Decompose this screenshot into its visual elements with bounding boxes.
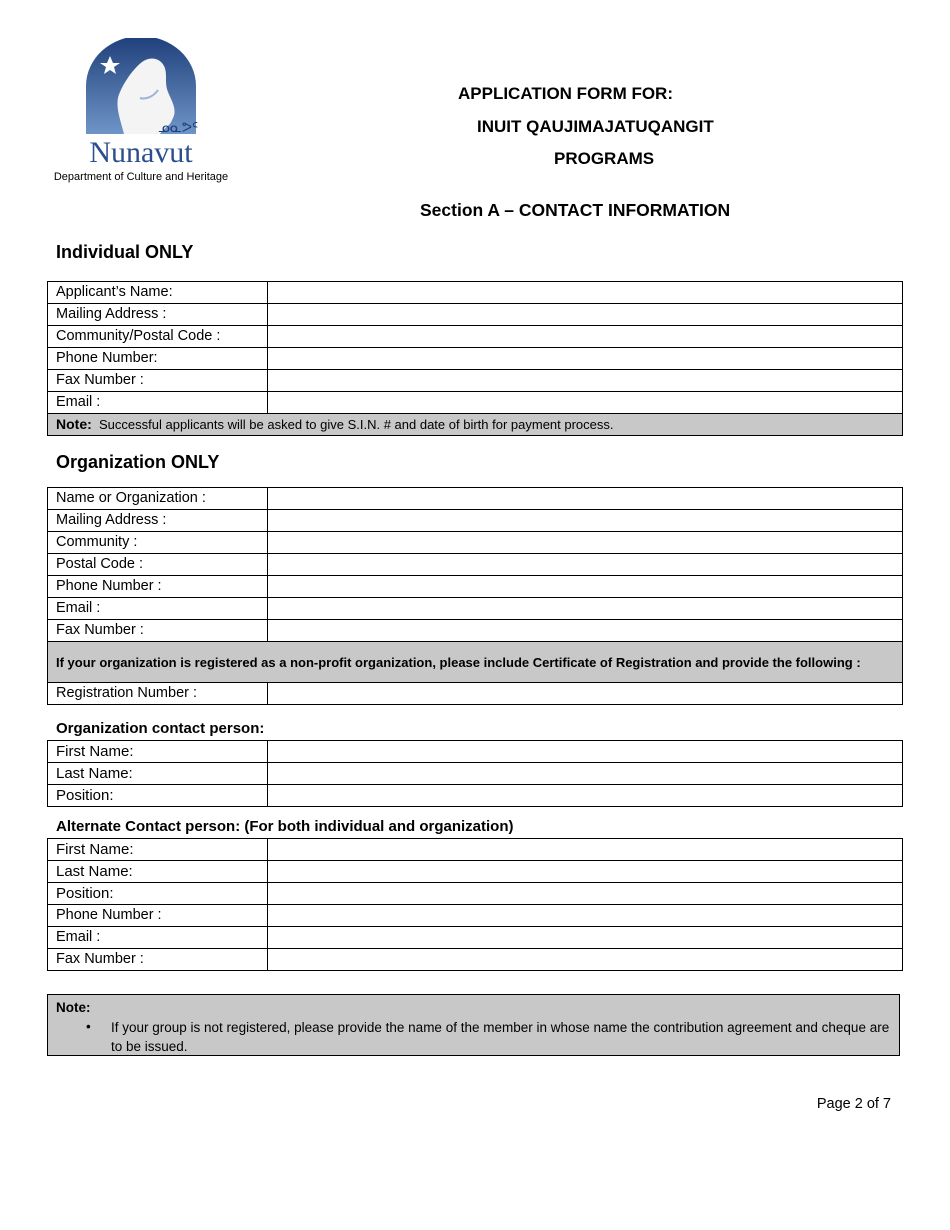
field-label: Postal Code : — [48, 554, 268, 576]
individual-heading: Individual ONLY — [56, 242, 194, 262]
nonprofit-note-row — [48, 642, 903, 683]
field-label: Community : — [48, 532, 268, 554]
note-label: Note: — [56, 1000, 91, 1015]
contact-position-input[interactable] — [268, 785, 903, 807]
table-row — [48, 488, 903, 510]
mailing-address-input[interactable] — [268, 304, 903, 326]
field-label: First Name: — [48, 741, 268, 763]
svg-text:Nunavut: Nunavut — [89, 136, 193, 168]
nonprofit-note: If your organization is registered as a non-profit organization, please include Certificate of Registration and provide the following : — [48, 642, 903, 683]
nunavut-logo — [48, 38, 234, 188]
field-label: Phone Number : — [48, 576, 268, 598]
organization-name-input[interactable] — [268, 488, 903, 510]
org-contact-heading: Organization contact person: — [56, 720, 265, 737]
applicant-name-input[interactable] — [268, 282, 903, 304]
organization-heading: Organization ONLY — [56, 452, 220, 472]
section-title: Section A – CONTACT INFORMATION — [420, 200, 731, 220]
table-row — [48, 763, 903, 785]
field-label: Fax Number : — [48, 370, 268, 392]
field-label: Phone Number : — [48, 905, 268, 927]
table-row — [48, 598, 903, 620]
individual-note-row — [48, 414, 903, 436]
note-text: Successful applicants will be asked to give S.I.N. # and date of birth for payment process. — [99, 417, 614, 432]
alt-position-input[interactable] — [268, 883, 903, 905]
polar-bear-emblem-icon — [80, 38, 202, 168]
table-row — [48, 576, 903, 598]
alt-email-input[interactable] — [268, 927, 903, 949]
individual-note — [48, 414, 903, 436]
table-row — [48, 554, 903, 576]
alternate-contact-table — [47, 838, 903, 971]
community-postal-input[interactable] — [268, 326, 903, 348]
table-row — [48, 949, 903, 971]
table-row — [48, 392, 903, 414]
org-postal-code-input[interactable] — [268, 554, 903, 576]
org-email-input[interactable] — [268, 598, 903, 620]
table-row — [48, 304, 903, 326]
note-label: Note: — [56, 416, 92, 432]
table-row — [48, 620, 903, 642]
field-label: Fax Number : — [48, 949, 268, 971]
field-label: Position: — [48, 883, 268, 905]
field-label: Fax Number : — [48, 620, 268, 642]
field-label: Email : — [48, 927, 268, 949]
field-label: First Name: — [48, 839, 268, 861]
table-row — [48, 927, 903, 949]
field-label: Phone Number: — [48, 348, 268, 370]
org-mailing-address-input[interactable] — [268, 510, 903, 532]
table-row — [48, 861, 903, 883]
field-label: Mailing Address : — [48, 304, 268, 326]
bottom-note — [47, 994, 900, 1056]
field-label: Name or Organization : — [48, 488, 268, 510]
alt-fax-number-input[interactable] — [268, 949, 903, 971]
table-row — [48, 785, 903, 807]
title-line-1: APPLICATION FORM FOR: — [458, 84, 673, 103]
field-label: Last Name: — [48, 861, 268, 883]
alt-last-name-input[interactable] — [268, 861, 903, 883]
field-label: Mailing Address : — [48, 510, 268, 532]
table-row — [48, 683, 903, 705]
contact-last-name-input[interactable] — [268, 763, 903, 785]
field-label: Applicant’s Name: — [48, 282, 268, 304]
org-contact-table — [47, 740, 903, 807]
individual-table — [47, 281, 903, 436]
field-label: Email : — [48, 598, 268, 620]
contact-first-name-input[interactable] — [268, 741, 903, 763]
title-line-2: INUIT QAUJIMAJATUQANGIT — [477, 117, 714, 136]
fax-number-input[interactable] — [268, 370, 903, 392]
title-line-3: PROGRAMS — [554, 149, 655, 168]
table-row — [48, 532, 903, 554]
field-label: Last Name: — [48, 763, 268, 785]
note-text: If your group is not registered, please provide the name of the member in whose name the contribution agreement and cheque are to be issued. — [111, 1020, 890, 1054]
table-row — [48, 282, 903, 304]
org-community-input[interactable] — [268, 532, 903, 554]
email-input[interactable] — [268, 392, 903, 414]
field-label: Email : — [48, 392, 268, 414]
registration-number-input[interactable] — [268, 683, 903, 705]
table-row — [48, 348, 903, 370]
page-number: Page 2 of 7 — [816, 1096, 891, 1112]
table-row — [48, 370, 903, 392]
alternate-contact-heading: Alternate Contact person: (For both individual and organization) — [56, 818, 514, 835]
bullet-icon: • — [86, 1019, 91, 1034]
table-row — [48, 741, 903, 763]
field-label: Community/Postal Code : — [48, 326, 268, 348]
table-row — [48, 326, 903, 348]
org-fax-number-input[interactable] — [268, 620, 903, 642]
table-row — [48, 839, 903, 861]
phone-number-input[interactable] — [268, 348, 903, 370]
table-row — [48, 883, 903, 905]
field-label: Registration Number : — [48, 683, 268, 705]
department-name: Department of Culture and Heritage — [53, 171, 229, 183]
table-row — [48, 510, 903, 532]
alt-phone-number-input[interactable] — [268, 905, 903, 927]
org-phone-number-input[interactable] — [268, 576, 903, 598]
svg-text:ᓄᓇᕗᑦ: ᓄᓇᕗᑦ — [158, 120, 199, 136]
table-row — [48, 905, 903, 927]
alt-first-name-input[interactable] — [268, 839, 903, 861]
organization-table — [47, 487, 903, 705]
field-label: Position: — [48, 785, 268, 807]
